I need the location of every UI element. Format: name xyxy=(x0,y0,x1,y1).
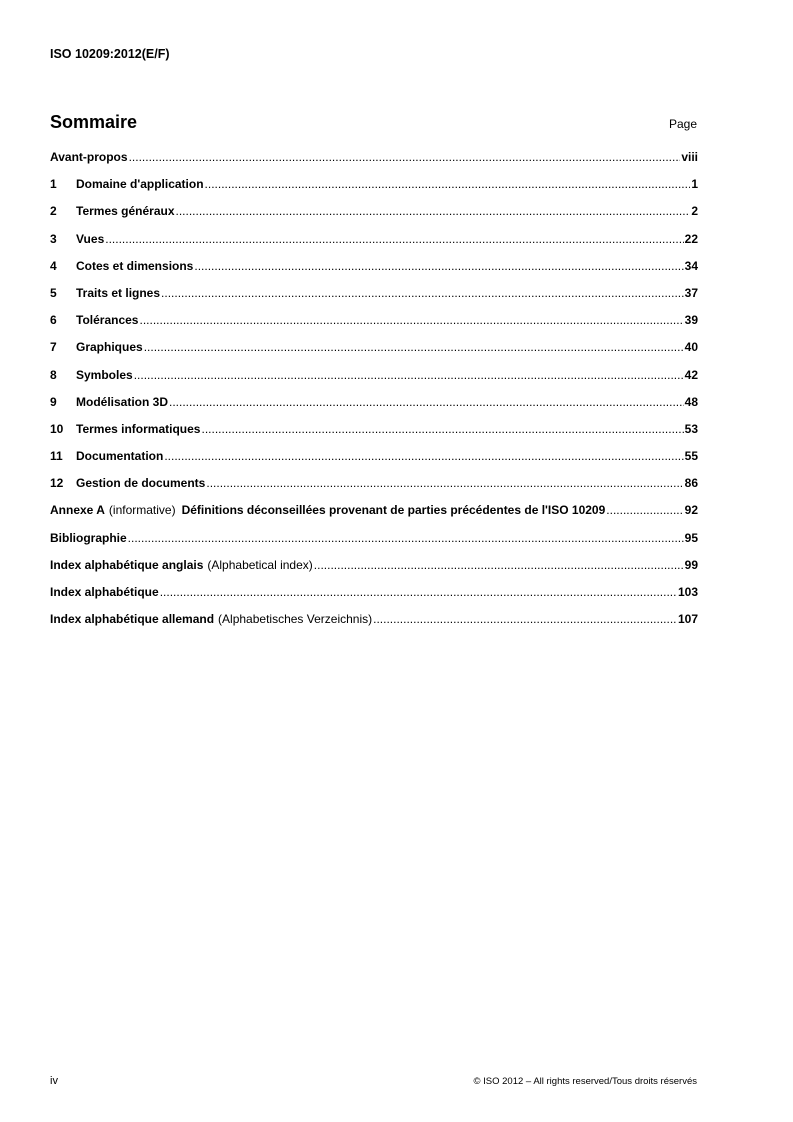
toc-entry-title: Symboles xyxy=(76,367,133,382)
toc-entry-title: Définitions déconseillées provenant de parties précédentes de l'ISO 10209 xyxy=(181,503,606,518)
toc-entry-title: Termes informatiques xyxy=(76,421,201,436)
toc-leader-dots xyxy=(206,476,683,490)
toc-entry-page: viii xyxy=(681,150,698,164)
toc-leader-dots xyxy=(373,612,677,626)
toc-entry-index-french[interactable] xyxy=(50,585,698,612)
toc-entry-title: Tolérances xyxy=(76,313,139,328)
toc-entry-number: 7 xyxy=(50,340,57,355)
toc-entry-page: 107 xyxy=(677,612,698,627)
toc-leader-dots xyxy=(164,449,683,463)
toc-entry-7[interactable] xyxy=(50,340,698,367)
toc-entry-title: Index alphabétique allemand xyxy=(50,612,215,627)
toc-annex-label: Annexe A xyxy=(50,503,105,518)
toc-entry-number: 6 xyxy=(50,313,57,328)
toc-entry-title: Traits et lignes xyxy=(76,285,161,300)
toc-entry-annex-a[interactable] xyxy=(50,503,698,530)
toc-entry-title: Gestion de documents xyxy=(76,476,206,491)
toc-entry-page: 40 xyxy=(684,340,698,355)
toc-leader-dots xyxy=(129,150,681,164)
toc-entry-number: 9 xyxy=(50,394,57,409)
toc-entry-page: 99 xyxy=(684,557,698,572)
toc-entry-12[interactable] xyxy=(50,476,698,503)
toc-entry-avant-propos[interactable] xyxy=(50,150,698,177)
toc-entry-title: Index alphabétique anglais xyxy=(50,557,204,572)
toc-entry-10[interactable] xyxy=(50,422,698,449)
toc-leader-dots xyxy=(105,232,683,246)
table-of-contents xyxy=(50,150,698,639)
toc-entry-number: 10 xyxy=(50,421,64,436)
toc-entry-page: 22 xyxy=(684,231,698,246)
toc-entry-page: 39 xyxy=(684,313,698,328)
toc-entry-4[interactable] xyxy=(50,259,698,286)
toc-annex-note: (informative) xyxy=(108,503,176,518)
toc-entry-note: (Alphabetical index) xyxy=(207,557,313,572)
toc-entry-number: 8 xyxy=(50,367,57,382)
toc-entry-page: 86 xyxy=(684,476,698,491)
toc-leader-dots xyxy=(169,395,684,409)
toc-entry-1[interactable] xyxy=(50,177,698,204)
toc-entry-title: Domaine d'application xyxy=(76,177,204,192)
toc-leader-dots xyxy=(606,503,683,517)
toc-entry-title: Modélisation 3D xyxy=(76,394,169,409)
toc-entry-bibliography[interactable] xyxy=(50,531,698,558)
toc-entry-number: 3 xyxy=(50,231,57,246)
toc-entry-number: 2 xyxy=(50,204,57,219)
toc-entry-page: 95 xyxy=(684,530,698,545)
toc-page-column-label: Page xyxy=(668,117,697,131)
toc-leader-dots xyxy=(160,585,677,599)
toc-entry-page: 92 xyxy=(684,503,698,518)
toc-entry-page: 48 xyxy=(684,394,698,409)
toc-entry-title: Documentation xyxy=(76,449,164,464)
toc-entry-number: 4 xyxy=(50,258,57,273)
toc-leader-dots xyxy=(314,558,684,572)
toc-entry-title: Bibliographie xyxy=(50,530,127,545)
toc-title: Sommaire xyxy=(50,112,138,132)
toc-entry-number: 11 xyxy=(50,449,63,464)
toc-entry-number: 12 xyxy=(50,476,64,491)
page-number: iv xyxy=(50,1075,58,1087)
toc-entry-title: Cotes et dimensions xyxy=(76,258,194,273)
toc-leader-dots xyxy=(194,259,683,273)
toc-entry-page: 42 xyxy=(684,367,698,382)
toc-entry-number: 5 xyxy=(50,285,57,300)
toc-entry-page: 103 xyxy=(677,585,698,599)
toc-entry-page: 37 xyxy=(684,285,698,300)
toc-leader-dots xyxy=(201,422,683,436)
toc-entry-3[interactable] xyxy=(50,232,698,259)
toc-entry-page: 1 xyxy=(691,177,698,192)
toc-entry-page: 34 xyxy=(684,258,698,273)
toc-entry-title: Graphiques xyxy=(76,340,143,355)
toc-leader-dots xyxy=(205,177,691,191)
toc-leader-dots xyxy=(134,368,684,382)
toc-entry-index-english[interactable] xyxy=(50,558,698,585)
toc-entry-page: 55 xyxy=(684,449,698,464)
toc-leader-dots xyxy=(139,313,683,327)
toc-entry-8[interactable] xyxy=(50,368,698,395)
toc-entry-2[interactable] xyxy=(50,204,698,231)
toc-entry-note: (Alphabetisches Verzeichnis) xyxy=(218,612,373,627)
toc-entry-5[interactable] xyxy=(50,286,698,313)
toc-entry-title: Index alphabétique xyxy=(50,585,159,599)
toc-leader-dots xyxy=(144,340,684,354)
toc-entry-11[interactable] xyxy=(50,449,698,476)
toc-leader-dots xyxy=(128,531,684,545)
toc-entry-title: Avant-propos xyxy=(50,150,128,164)
toc-leader-dots xyxy=(176,204,691,218)
toc-entry-page: 53 xyxy=(684,421,698,436)
toc-entry-title: Termes généraux xyxy=(76,204,175,219)
document-header: ISO 10209:2012(E/F) xyxy=(50,47,170,61)
copyright-notice: © ISO 2012 – All rights reserved/Tous droits réservés xyxy=(473,1076,697,1087)
toc-entry-number: 1 xyxy=(50,177,57,192)
toc-entry-6[interactable] xyxy=(50,313,698,340)
toc-entry-page: 2 xyxy=(691,204,698,219)
toc-entry-9[interactable] xyxy=(50,395,698,422)
toc-leader-dots xyxy=(161,286,684,300)
toc-entry-index-german[interactable] xyxy=(50,612,698,639)
toc-entry-title: Vues xyxy=(76,231,105,246)
